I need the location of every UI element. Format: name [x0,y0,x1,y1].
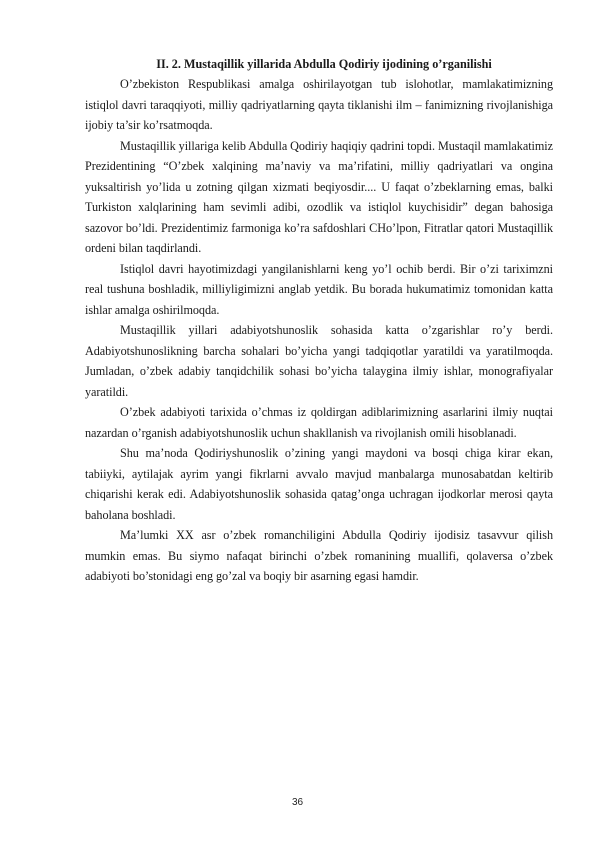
paragraph-3: Istiqlol davri hayotimizdagi yangilanishlarni keng yo’l ochib berdi. Bir o’zi tariximzni real tushuna boshladik, milliyligimizni anglab yetdik. Bu borada hukumatimiz tomonidan katta ishlar amalga oshirilmoqda. [85,261,553,317]
paragraph-7: Ma’lumki XX asr o’zbek romanchiligini Abdulla Qodiriy ijodisiz tasavvur qilish mumkin emas. Bu siymo nafaqat birinchi o’zbek romanining muallifi, qolaversa o’zbek adabiyoti bo’stonidagi eng go’zal va boqiy bir asarning egasi hamdir. [85,528,553,583]
document-page [85,56,553,587]
paragraph-5: O’zbek adabiyoti tarixida o’chmas iz qoldirgan adiblarimizning asarlarini ilmiy nuqtai nazardan o’rganish adabiyotshunoslik uchun shakllanish va rivojlanish omili hisoblanadi. [85,405,553,440]
paragraph-1: O’zbekiston Respublikasi amalga oshirilayotgan tub islohotlar, mamlakatimizning istiqlol davri taraqqiyoti, milliy qadriyatlarning qayta tiklanishi ilm – fanimizning rivojlanishiga ijobiy ta’sir ko’rsatmoqda. [85,77,553,132]
page-number: 36 [291,797,304,808]
paragraph-2: Mustaqillik yillariga kelib Abdulla Qodiriy haqiqiy qadrini topdi. Mustaqil mamlakatimiz Prezidentining “O’zbek xalqining ma’naviy va ma’rifatini, milliy qadriyatlari va ongina yuksaltirish yo’lida u zotning qilgan xizmati beqiyosdir.... U faqat o’zbeklarning emas, balki Turkiston xalqlarining ham sevimli adibi, ozodlik va istiqlol kuychisidir” degan bahosiga sazovor bo’ldi. Prezidentimiz farmoniga ko’ra safdoshlari CHo’lpon, Fitratlar qatori Mustaqillik ordeni bilan taqdirlandi. [85,138,553,255]
paragraph-6: Shu ma’noda Qodiriyshunoslik o’zining yangi maydoni va bosqi chiga kirar ekan, tabiiyki, aytilajak ayrim yangi fikrlarni avvalo mavjud manbalarga munosabatdan keltirib chiqarishi kerak edi. Adabiyotshunoslik sohasida qatag’onga uchragan ijodkorlar merosi qayta baholana boshladi. [85,446,553,522]
paragraph-4: Mustaqillik yillari adabiyotshunoslik sohasida katta o’zgarishlar ro’y berdi. Adabiyotshunoslikning barcha sohalari bo’yicha yangi tadqiqotlar yaratildi va yaratilmoqda. Jumladan, o’zbek adabiy tanqidchilik sohasi bo’yicha talaygina ilmiy ishlar, monografiyalar yaratildi. [85,323,553,399]
section-heading: II. 2. Mustaqillik yillarida Abdulla Qodiriy ijodining o’rganilishi [156,57,492,71]
